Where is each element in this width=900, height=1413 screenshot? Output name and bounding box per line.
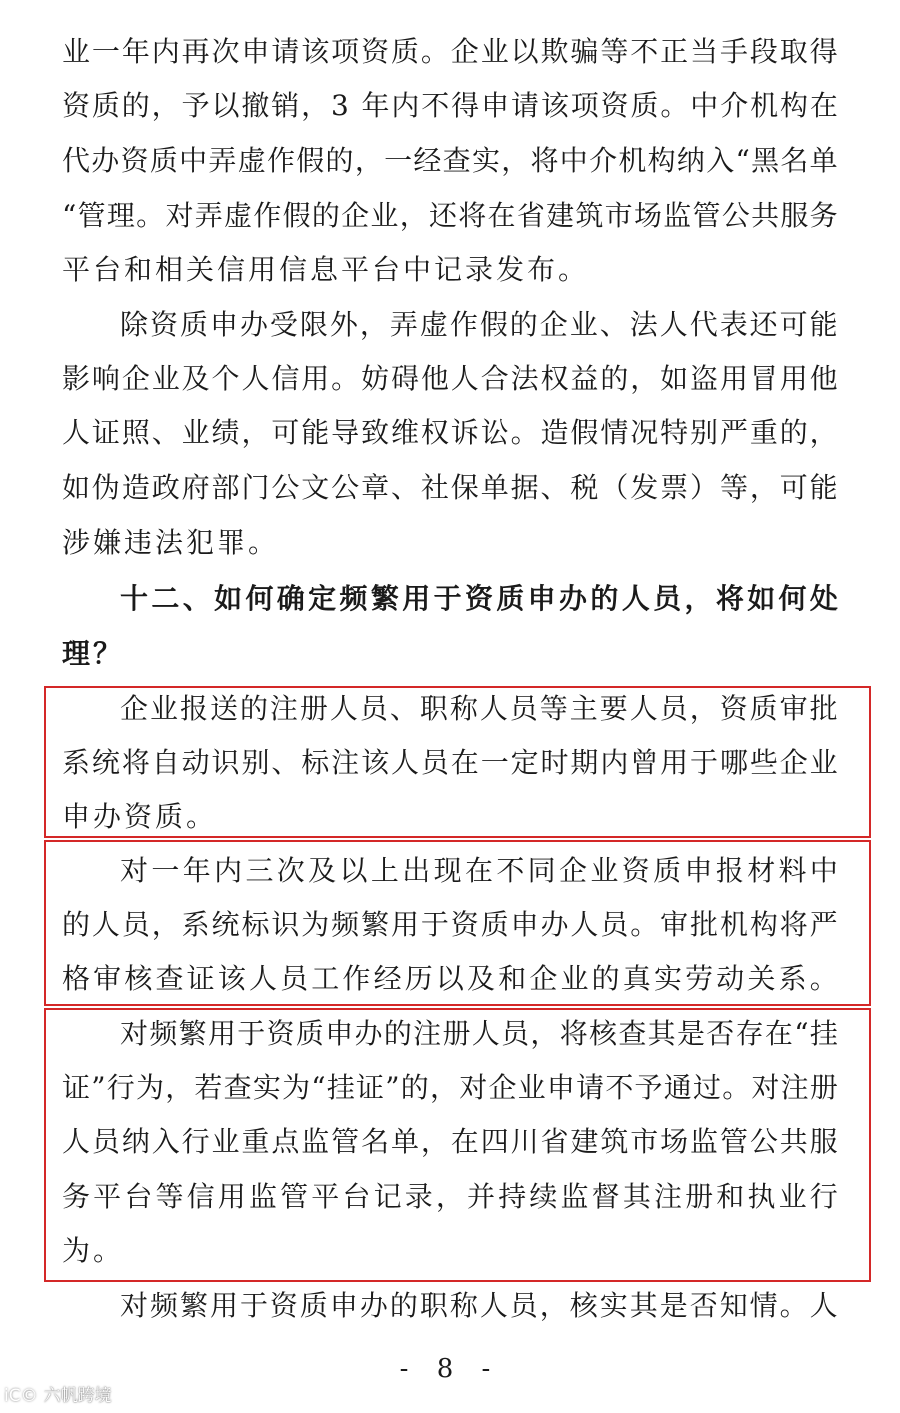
text-line: 业 一 年 内 再 次 申 请 该 项 资 质 。 企 业 以 欺 骗 等 不 正 当 手 段 取 得 xyxy=(62,35,838,68)
text-line: 为。 xyxy=(62,1234,125,1267)
text-line: 格 审 核 查 证 该 人 员 工 作 经 历 以 及 和 企 业 的 真 实 劳 动 关 系 。 xyxy=(62,962,838,995)
watermark xyxy=(4,1384,112,1408)
watermark-logo: iC© xyxy=(4,1386,38,1406)
text-line: 人 员 纳 入 行 业 重 点 监 管 名 单 ， 在 四 川 省 建 筑 市 场 监 管 公 共 服 xyxy=(62,1125,838,1158)
text-line: 务 平 台 等 信 用 监 管 平 台 记 录 ， 并 持 续 监 督 其 注 册 和 执 业 行 xyxy=(62,1180,838,1213)
text-line: 对 频 繁 用 于 资 质 申 办 的 职 称 人 员 ， 核 实 其 是 否 知 情 。 人 xyxy=(120,1289,838,1322)
text-line: 平台和相关信用信息平台中记录发布。 xyxy=(62,253,590,286)
text-line: 除 资 质 申 办 受 限 外 ， 弄 虚 作 假 的 企 业 、 法 人 代 表 还 可 能 xyxy=(120,308,838,341)
text-line: 代 办 资 质 中 弄 虚 作 假 的 ， 一 经 查 实 ， 将 中 介 机 构 纳 入 “ 黑 名 单 xyxy=(62,144,838,177)
text-line: 系 统 将 自 动 识 别 、 标 注 该 人 员 在 一 定 时 期 内 曾 用 于 哪 些 企 业 xyxy=(62,746,838,779)
heading-line: 理？ xyxy=(62,637,125,670)
text-line: 资 质 的 ， 予 以 撤 销 ， 3 年 内 不 得 申 请 该 项 资 质 。 中 介 机 构 在 xyxy=(62,89,838,122)
text-line: 涉嫌违法犯罪。 xyxy=(62,526,280,559)
page-number: - 8 - xyxy=(399,1354,501,1384)
watermark-text: 六帆跨境 xyxy=(43,1386,112,1406)
text-line: 企 业 报 送 的 注 册 人 员 、 职 称 人 员 等 主 要 人 员 ， 资 质 审 批 xyxy=(120,692,838,725)
text-line: 人 证 照 、 业 绩 ， 可 能 导 致 维 权 诉 讼 。 造 假 情 况 特 别 严 重 的 ， xyxy=(62,416,838,449)
text-line: 对 一 年 内 三 次 及 以 上 出 现 在 不 同 企 业 资 质 申 报 材 料 中 xyxy=(120,854,838,887)
text-line: 对 频 繁 用 于 资 质 申 办 的 注 册 人 员 ， 将 核 查 其 是 否 存 在 “ 挂 xyxy=(120,1017,838,1050)
text-line: 如 伪 造 政 府 部 门 公 文 公 章 、 社 保 单 据 、 税 （ 发 票 ） 等 ， 可 能 xyxy=(62,471,838,504)
text-line: 证 ” 行 为 ， 若 查 实 为 “ 挂 证 ” 的 ， 对 企 业 申 请 不 予 通 过 。 对 注 册 xyxy=(62,1071,838,1104)
heading-line: 十 二 、 如 何 确 定 频 繁 用 于 资 质 申 办 的 人 员 ， 将 如 何 处 xyxy=(120,582,838,615)
text-line: 影 响 企 业 及 个 人 信 用 。 妨 碍 他 人 合 法 权 益 的 ， 如 盗 用 冒 用 他 xyxy=(62,362,838,395)
text-line: “ 管 理 。 对 弄 虚 作 假 的 企 业 ， 还 将 在 省 建 筑 市 场 监 管 公 共 服 务 xyxy=(62,199,838,232)
text-line: 申办资质。 xyxy=(62,800,218,833)
text-line: 的 人 员 ， 系 统 标 识 为 频 繁 用 于 资 质 申 办 人 员 。 审 批 机 构 将 严 xyxy=(62,908,838,941)
